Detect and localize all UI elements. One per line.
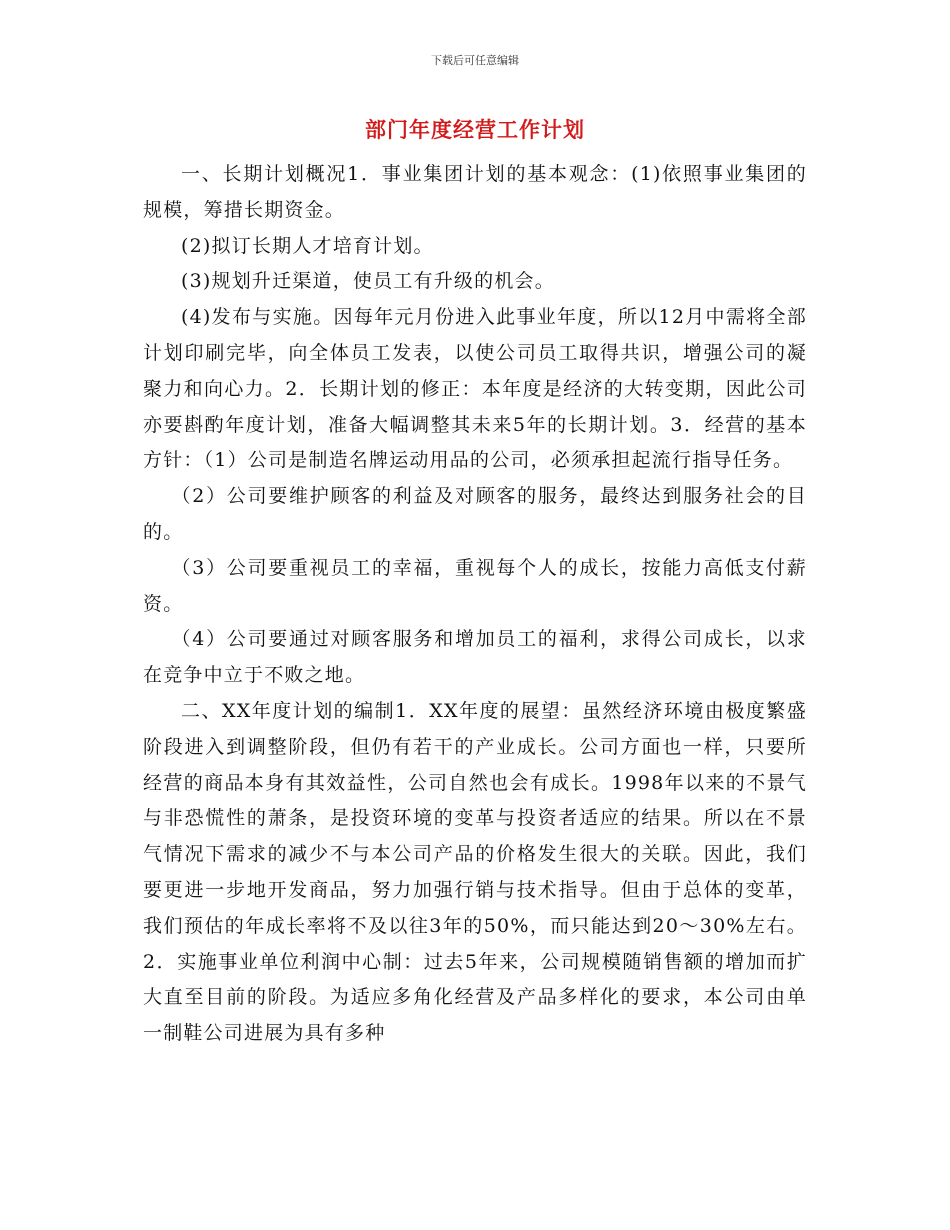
paragraph-promotion-channels: (3)规划升迁渠道，使员工有升级的机会。 — [181, 270, 555, 293]
document-title: 部门年度经营工作计划 — [365, 118, 585, 142]
paragraph-company-growth: （4）公司要通过对顾客服务和增加员工的福利，求得公司成长，以求在竞争中立于不败之地。 — [143, 628, 807, 687]
paragraph-long-term-overview: 一、长期计划概况1．事业集团计划的基本观念：(1)依照事业集团的规模，筹措长期资金。 — [143, 163, 807, 221]
paragraph-customer-service: （2）公司要维护顾客的利益及对顾客的服务，最终达到服务社会的目的。 — [143, 485, 807, 543]
paragraph-annual-plan: 二、XX年度计划的编制1．XX年度的展望：虽然经济环境由极度繁盛阶段进入到调整阶段，但仍有若干的产业成长。公司方面也一样，只要所经营的商品本身有其效益性，公司自然也会有成长。1998年以来的不景气与非恐慌性的萧条，是投资环境的变革与投资者适应的结果。所以在不景气情况下需求的减少不与本公司产品的价格发生很大的关联。因此，我们要更进一步地开发商品，努力加强行销与技术指导。但由于总体的变革，我们预估的年成长率将不及以往3年的50%，而只能达到20～30%左右。2．实施事业单位利润中心制：过去5年来，公司规模随销售额的增加而扩大直至目前的阶段。为适应多角化经营及产品多样化的要求，本公司由单一制鞋公司进展为具有多种 — [143, 699, 807, 1045]
page-header-note: 下载后可任意编辑 — [431, 54, 519, 67]
paragraph-employee-welfare: （3）公司要重视员工的幸福，重视每个人的成长，按能力高低支付薪资。 — [143, 556, 807, 615]
paragraph-release-implementation: (4)发布与实施。因每年元月份进入此事业年度，所以12月中需将全部计划印刷完毕，向全体员工发表，以使公司员工取得共识，增强公司的凝聚力和向心力。2．长期计划的修正：本年度是经济的大转变期，因此公司亦要斟酌年度计划，准备大幅调整其未来5年的长期计划。3．经营的基本方针：（1）公司是制造名牌运动用品的公司，必须承担起流行指导任务。 — [143, 306, 807, 472]
paragraph-talent-plan: (2)拟订长期人才培育计划。 — [181, 234, 434, 257]
document-body — [143, 157, 807, 1052]
